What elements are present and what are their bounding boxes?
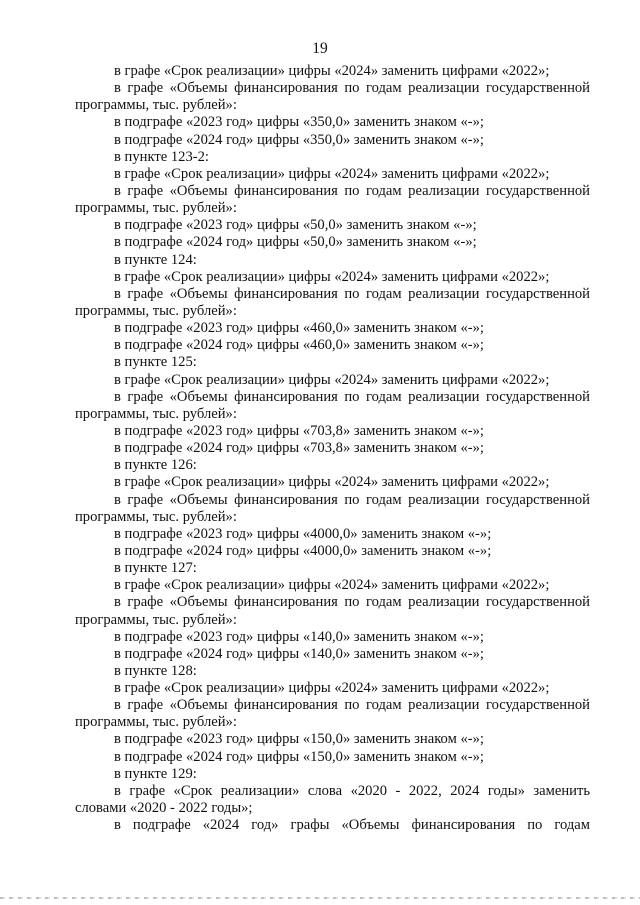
text-line: в графе «Объемы финансирования по годам реализации государственной	[114, 491, 590, 508]
text-line: в подграфе «2023 год» цифры «4000,0» заменить знаком «-»;	[114, 525, 492, 542]
text-line: в пункте 127:	[114, 560, 197, 577]
text-line: в подграфе «2024 год» цифры «50,0» заменить знаком «-»;	[114, 234, 477, 251]
text-line: в пункте 123-2:	[114, 148, 209, 165]
text-line: в графе «Объемы финансирования по годам реализации государственной	[114, 594, 590, 611]
text-line: в графе «Срок реализации» цифры «2024» заменить цифрами «2022»;	[114, 577, 550, 594]
text-line: в графе «Срок реализации» цифры «2024» заменить цифрами «2022»;	[114, 165, 550, 182]
text-line: в пункте 126:	[114, 457, 197, 474]
text-line: в подграфе «2023 год» цифры «703,8» заменить знаком «-»;	[114, 422, 484, 439]
text-line: в подграфе «2023 год» цифры «460,0» заменить знаком «-»;	[114, 320, 484, 337]
text-line: в графе «Объемы финансирования по годам реализации государственной	[114, 80, 590, 97]
text-line: программы, тыс. рублей»:	[75, 714, 237, 731]
text-line: словами «2020 - 2022 годы»;	[75, 800, 253, 817]
text-line: в графе «Срок реализации» цифры «2024» заменить цифрами «2022»;	[114, 474, 550, 491]
page-number: 19	[312, 40, 328, 57]
text-line: программы, тыс. рублей»:	[75, 200, 237, 217]
text-line: в подграфе «2024 год» цифры «4000,0» заменить знаком «-»;	[114, 542, 492, 559]
text-line: в графе «Объемы финансирования по годам реализации государственной	[114, 182, 590, 199]
text-line: в подграфе «2024 год» графы «Объемы финансирования по годам	[114, 817, 590, 834]
text-line: в пункте 124:	[114, 251, 197, 268]
text-line: в графе «Объемы финансирования по годам реализации государственной	[114, 285, 590, 302]
text-line: в подграфе «2024 год» цифры «703,8» заменить знаком «-»;	[114, 440, 484, 457]
text-line: программы, тыс. рублей»:	[75, 302, 237, 319]
scan-edge-artifact	[0, 897, 640, 899]
text-line: программы, тыс. рублей»:	[75, 611, 237, 628]
text-line: программы, тыс. рублей»:	[75, 97, 237, 114]
text-line: в подграфе «2023 год» цифры «350,0» заменить знаком «-»;	[114, 114, 484, 131]
text-line: в графе «Объемы финансирования по годам реализации государственной	[114, 697, 590, 714]
text-line: в подграфе «2024 год» цифры «140,0» заменить знаком «-»;	[114, 645, 484, 662]
document-body	[75, 63, 590, 834]
text-line: в графе «Срок реализации» цифры «2024» заменить цифрами «2022»;	[114, 63, 550, 79]
text-line: в подграфе «2024 год» цифры «150,0» заменить знаком «-»;	[114, 748, 484, 765]
text-line: в подграфе «2023 год» цифры «140,0» заменить знаком «-»;	[114, 628, 484, 645]
text-line: программы, тыс. рублей»:	[75, 405, 237, 422]
text-line: в графе «Срок реализации» слова «2020 - 2022, 2024 годы» заменить	[114, 782, 590, 799]
text-line: в подграфе «2024 год» цифры «460,0» заменить знаком «-»;	[114, 337, 484, 354]
text-line: в пункте 125:	[114, 354, 197, 371]
text-line: в графе «Срок реализации» цифры «2024» заменить цифрами «2022»;	[114, 371, 550, 388]
text-line: в графе «Срок реализации» цифры «2024» заменить цифрами «2022»;	[114, 268, 550, 285]
text-line: программы, тыс. рублей»:	[75, 508, 237, 525]
text-line: в графе «Объемы финансирования по годам реализации государственной	[114, 388, 590, 405]
text-line: в подграфе «2024 год» цифры «350,0» заменить знаком «-»;	[114, 131, 484, 148]
text-line: в подграфе «2023 год» цифры «150,0» заменить знаком «-»;	[114, 731, 484, 748]
text-line: в пункте 129:	[114, 765, 197, 782]
text-line: в пункте 128:	[114, 662, 197, 679]
text-line: в графе «Срок реализации» цифры «2024» заменить цифрами «2022»;	[114, 680, 550, 697]
text-line: в подграфе «2023 год» цифры «50,0» заменить знаком «-»;	[114, 217, 477, 234]
